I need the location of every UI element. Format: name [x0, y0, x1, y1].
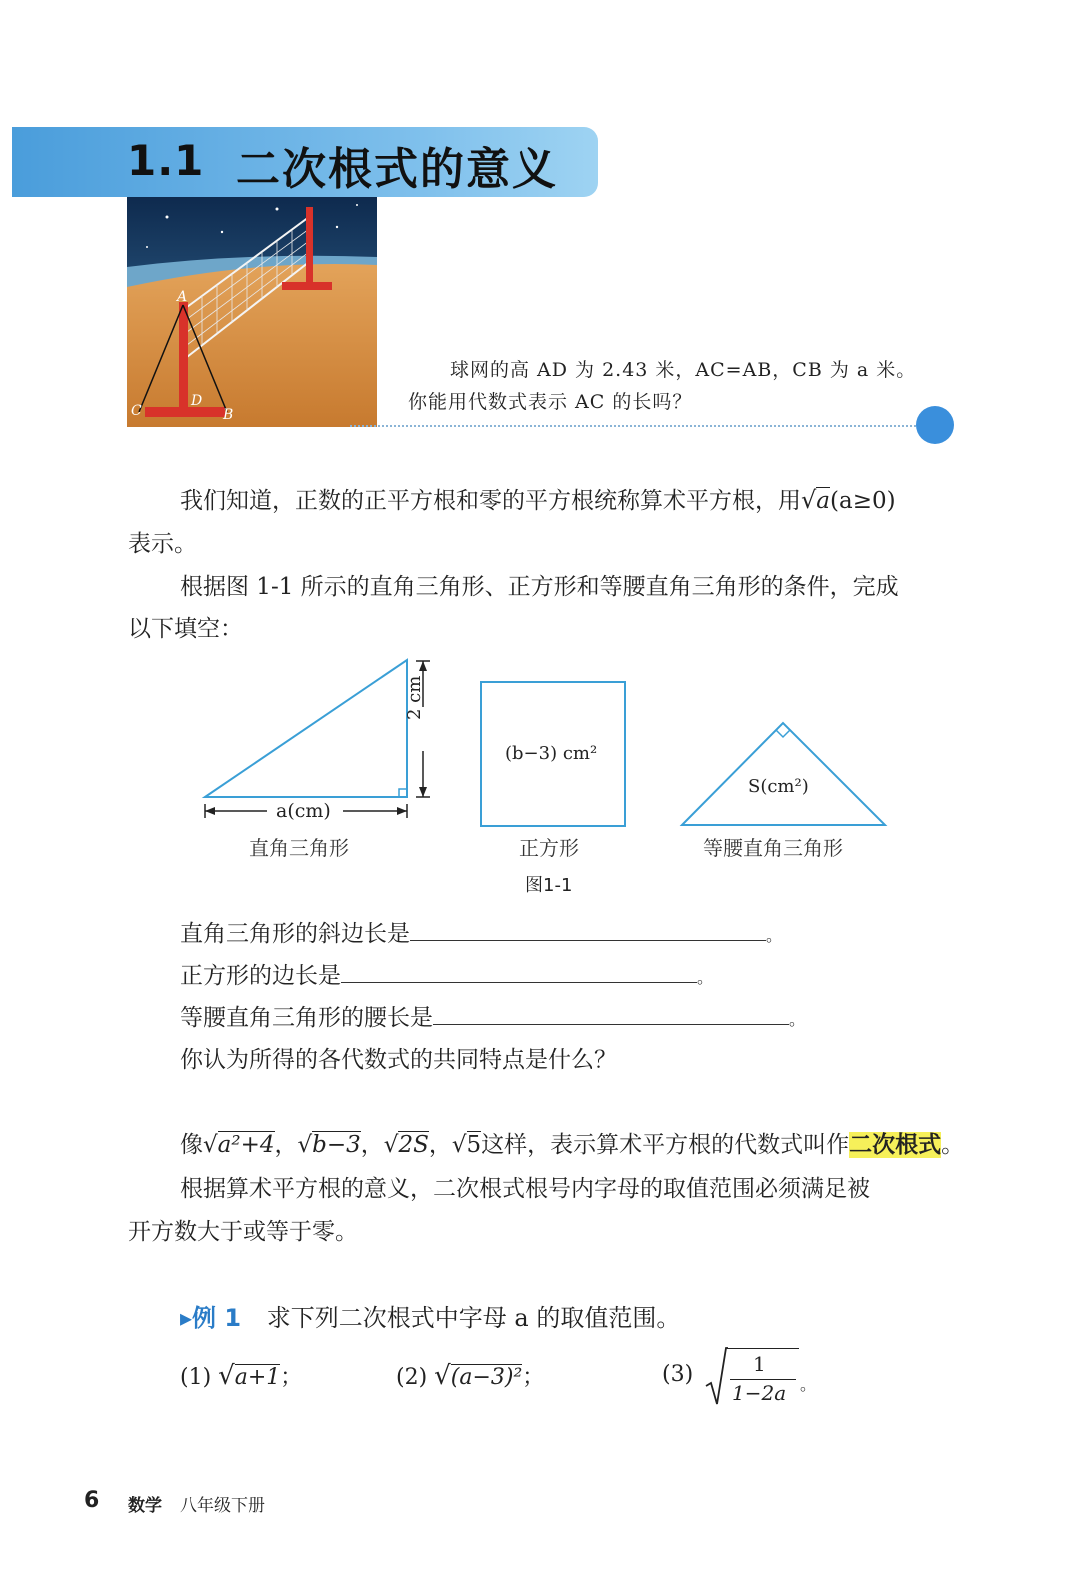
blank-3[interactable] [433, 1004, 789, 1025]
paragraph-2-line-2: 以下填空： [128, 616, 243, 642]
paragraph-1-line-2: 表示。 [128, 531, 197, 557]
example-item-3-denominator: 1−2a [732, 1381, 787, 1405]
radical-sign-large [704, 1346, 728, 1408]
footer-grade: 八年级下册 [180, 1496, 265, 1516]
example-item-2: (2) √(a−3)²； [396, 1361, 545, 1391]
label-c: C [131, 403, 142, 419]
fraction-bar [730, 1379, 796, 1380]
p1-condition: (a≥0) [830, 488, 896, 514]
highlighted-term: 二次根式 [849, 1132, 942, 1158]
triangle-caption: 直角三角形 [249, 836, 349, 860]
fill-in-1: 直角三角形的斜边长是 。 [180, 921, 783, 947]
paragraph-2-line-1: 根据图 1-1 所示的直角三角形、正方形和等腰直角三角形的条件，完成 [180, 574, 899, 600]
footer-subject: 数学 [128, 1496, 162, 1516]
radical-3: 2S [398, 1132, 429, 1158]
radical-2: b−3 [312, 1132, 361, 1158]
blank-1[interactable] [410, 920, 766, 941]
example-text: 求下列二次根式中字母 a 的取值范围。 [266, 1304, 681, 1332]
blank-2[interactable] [341, 962, 697, 983]
p1-sqrt-arg: a [816, 488, 831, 514]
example-1-header [180, 1298, 680, 1333]
iso-area-label: S(cm²) [748, 776, 809, 797]
volleyball-net-illustration [127, 197, 377, 427]
definition-line-3: 开方数大于或等于零。 [128, 1219, 358, 1245]
iso-caption: 等腰直角三角形 [703, 836, 843, 860]
square-caption: 正方形 [519, 836, 579, 860]
label-d: D [191, 393, 203, 409]
fill-in-2: 正方形的边长是 。 [180, 963, 714, 989]
example-item-3-numerator: 1 [753, 1352, 766, 1376]
label-b: B [223, 407, 234, 423]
triangle-base-label: a(cm) [276, 800, 331, 822]
paragraph-1: 我们知道，正数的正平方根和零的平方根统称算术平方根，用√a(a≥0) [180, 486, 896, 514]
example-label: ▸例 1 [180, 1304, 242, 1332]
square-area-label: (b−3) cm² [505, 743, 598, 764]
label-a: A [177, 289, 188, 305]
intro-line-1: 球网的高 AD 为 2.43 米，AC=AB，CB 为 a 米。 [450, 359, 917, 381]
figure-caption: 图1-1 [525, 875, 573, 896]
radical-4: 5 [466, 1132, 482, 1158]
radical-1: a²+4 [217, 1132, 275, 1158]
right-triangle [205, 660, 407, 797]
section-number: 1.1 [127, 136, 205, 185]
intro-line-2: 你能用代数式表示 AC 的长吗？ [408, 391, 693, 413]
isosceles-right-triangle [682, 723, 885, 825]
example-item-3-num: (3) [662, 1362, 694, 1387]
triangle-height-label: 2 cm [404, 675, 425, 720]
section-title: 二次根式的意义 [236, 144, 558, 195]
fill-in-4: 你认为所得的各代数式的共同特点是什么？ [180, 1047, 617, 1073]
dotted-divider [350, 425, 920, 427]
definition-line-2: 根据算术平方根的意义，二次根式根号内字母的取值范围必须满足被 [180, 1176, 870, 1202]
fill-in-3: 等腰直角三角形的腰长是 。 [180, 1005, 806, 1031]
example-item-3-end: 。 [800, 1375, 817, 1394]
blue-dot-decoration [916, 406, 954, 444]
page-number: 6 [84, 1488, 100, 1513]
definition-line-1: 像√a²+4，√b−3，√2S，√5这样，表示算术平方根的代数式叫作二次根式。 [180, 1132, 965, 1158]
p1-text: 我们知道，正数的正平方根和零的平方根统称算术平方根，用 [180, 488, 801, 514]
example-item-1: (1) √a+1； [180, 1361, 303, 1391]
